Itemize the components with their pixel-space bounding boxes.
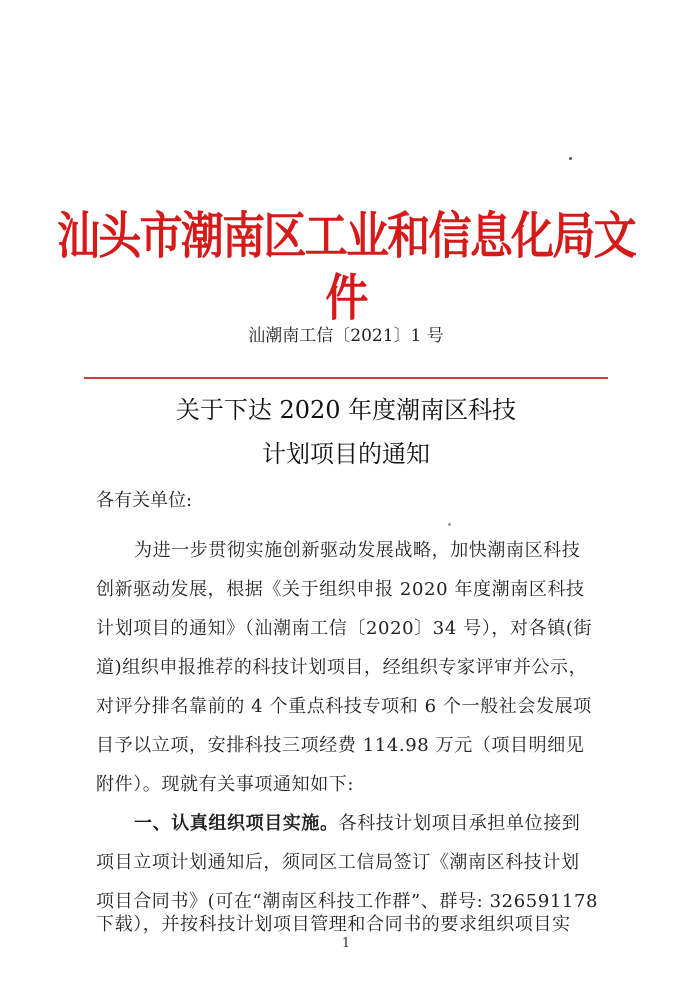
section-1-heading: 一、认真组织项目实施。 (134, 813, 339, 834)
issuing-authority-header: 汕头市潮南区工业和信息化局文件 (57, 206, 635, 327)
section-1-line: 项目立项计划通知后，须同区工信局签订《潮南区科技计划 (96, 852, 580, 873)
section-1-line: 项目合同书》(可在“潮南区科技工作群”、群号: 326591178 (96, 891, 599, 912)
section-1-first-line-rest: 各科技计划项目承担单位接到 (338, 813, 581, 834)
scan-speck (569, 157, 572, 160)
body-line: 为进一步贯彻实施创新驱动发展战略，加快潮南区科技 (134, 540, 581, 561)
section-1-first-line (134, 811, 644, 837)
body-line: 计划项目的通知》（汕潮南工信〔2020〕34 号），对各镇(街 (96, 618, 593, 639)
body-line: 目予以立项，安排科技三项经费 114.98 万元（项目明细见 (96, 735, 585, 756)
document-number: 汕潮南工信〔2021〕1 号 (248, 326, 444, 346)
salutation: 各有关单位: (96, 490, 193, 511)
scan-speck (448, 523, 451, 526)
red-divider-rule (84, 377, 608, 379)
document-title-line-1: 关于下达 2020 年度潮南区科技 (175, 396, 517, 424)
body-line: 创新驱动发展，根据《关于组织申报 2020 年度潮南区科技 (96, 579, 585, 600)
section-1-line: 下载），并按科技计划项目管理和合同书的要求组织项目实 (96, 914, 571, 935)
body-line: 附件）。现就有关事项通知如下: (96, 774, 355, 795)
body-line: 对评分排名靠前的 4 个重点科技专项和 6 个一般社会发展项 (96, 696, 592, 717)
page-number: 1 (341, 936, 351, 951)
body-line: 道)组织申报推荐的科技计划项目，经组织专家评审并公示， (96, 657, 588, 678)
document-title-line-2: 计划项目的通知 (262, 440, 430, 468)
